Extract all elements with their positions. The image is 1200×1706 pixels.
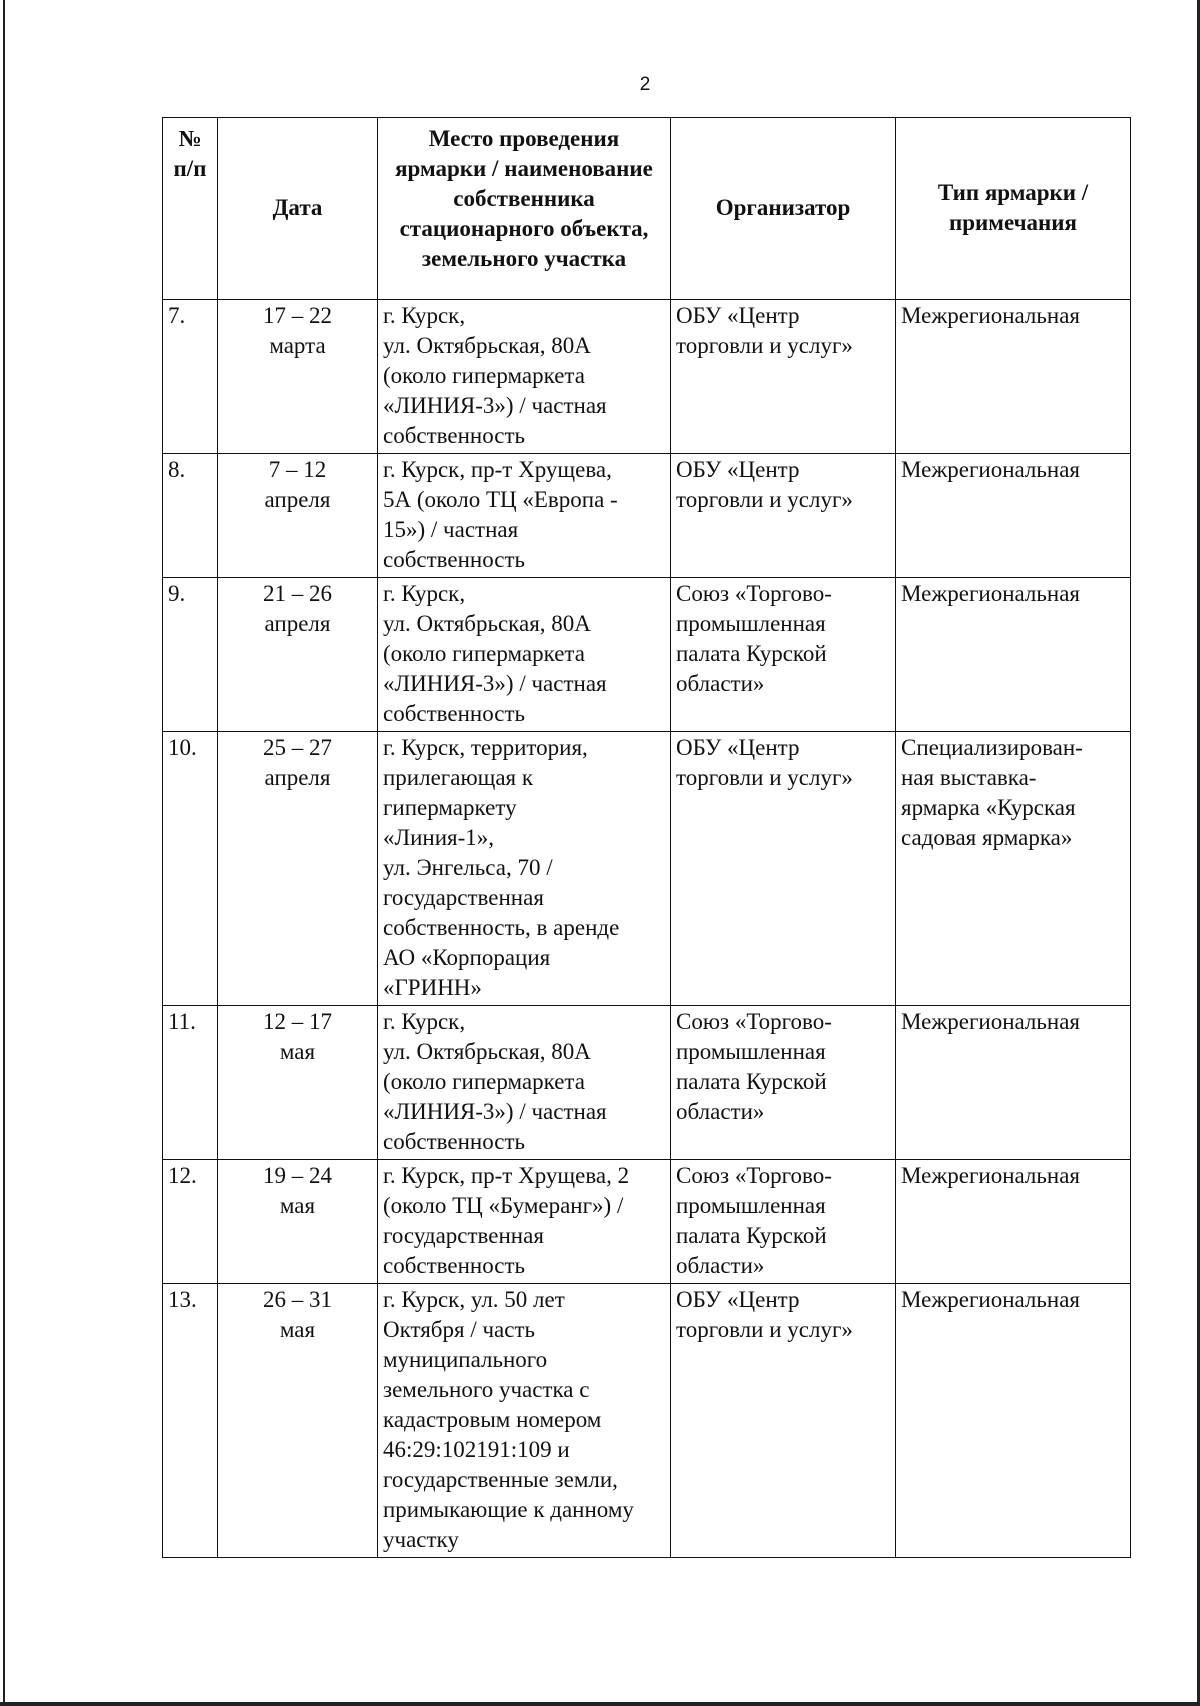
row-place: г. Курск, ул. Октябрьская, 80А (около гипермаркета «ЛИНИЯ-3») / частная собственность (378, 1006, 671, 1160)
row-place: г. Курск, ул. 50 лет Октября / часть муниципального земельного участка с кадастровым номером 46:29:102191:109 и государственные земли, примыкающие к данному участку (378, 1284, 671, 1558)
row-type: Межрегиональная (896, 300, 1131, 454)
row-organizer: ОБУ «Центр торговли и услуг» (671, 454, 896, 578)
row-number: 12. (163, 1160, 218, 1284)
row-type: Межрегиональная (896, 1160, 1131, 1284)
row-place: г. Курск, ул. Октябрьская, 80А (около гипермаркета «ЛИНИЯ-3») / частная собственность (378, 300, 671, 454)
row-organizer: Союз «Торгово- промышленная палата Курской области» (671, 1006, 896, 1160)
table-row (163, 1006, 1131, 1160)
row-date: 21 – 26 апреля (218, 578, 378, 732)
row-place: г. Курск, ул. Октябрьская, 80А (около гипермаркета «ЛИНИЯ-3») / частная собственность (378, 578, 671, 732)
row-type: Межрегиональная (896, 1284, 1131, 1558)
row-number: 13. (163, 1284, 218, 1558)
scan-edge-bottom (0, 1702, 1200, 1706)
row-number: 8. (163, 454, 218, 578)
row-type: Межрегиональная (896, 454, 1131, 578)
row-organizer: ОБУ «Центр торговли и услуг» (671, 1284, 896, 1558)
header-place: Место проведения ярмарки / наименование собственника стационарного объекта, земельного участка (378, 118, 671, 300)
header-type: Тип ярмарки / примечания (896, 118, 1131, 300)
header-date: Дата (218, 118, 378, 300)
row-number: 10. (163, 732, 218, 1006)
row-date: 25 – 27 апреля (218, 732, 378, 1006)
row-number: 11. (163, 1006, 218, 1160)
row-date: 19 – 24 мая (218, 1160, 378, 1284)
header-number: № п/п (163, 118, 218, 300)
row-organizer: Союз «Торгово- промышленная палата Курской области» (671, 1160, 896, 1284)
scan-edge-left (3, 0, 5, 1706)
table-row (163, 732, 1131, 1006)
row-number: 7. (163, 300, 218, 454)
row-place: г. Курск, пр-т Хрущева, 2 (около ТЦ «Бумеранг») / государственная собственность (378, 1160, 671, 1284)
table-body (163, 300, 1131, 1558)
row-date: 17 – 22 марта (218, 300, 378, 454)
table-row (163, 454, 1131, 578)
row-type: Межрегиональная (896, 578, 1131, 732)
page-number: 2 (639, 74, 651, 95)
fairs-schedule-table (162, 117, 1131, 1558)
row-date: 7 – 12 апреля (218, 454, 378, 578)
table-header (163, 118, 1131, 300)
table-row (163, 578, 1131, 732)
row-date: 26 – 31 мая (218, 1284, 378, 1558)
row-type: Межрегиональная (896, 1006, 1131, 1160)
row-date: 12 – 17 мая (218, 1006, 378, 1160)
table-row (163, 1284, 1131, 1558)
table-row (163, 1160, 1131, 1284)
header-organizer: Организатор (671, 118, 896, 300)
row-organizer: ОБУ «Центр торговли и услуг» (671, 732, 896, 1006)
row-place: г. Курск, территория, прилегающая к гипермаркету «Линия-1», ул. Энгельса, 70 / государственная собственность, в аренде АО «Корпорация «ГРИНН» (378, 732, 671, 1006)
row-organizer: ОБУ «Центр торговли и услуг» (671, 300, 896, 454)
row-place: г. Курск, пр-т Хрущева, 5А (около ТЦ «Европа - 15») / частная собственность (378, 454, 671, 578)
row-type: Специализирован- ная выставка- ярмарка «Курская садовая ярмарка» (896, 732, 1131, 1006)
table-row (163, 300, 1131, 454)
row-number: 9. (163, 578, 218, 732)
row-organizer: Союз «Торгово- промышленная палата Курской области» (671, 578, 896, 732)
